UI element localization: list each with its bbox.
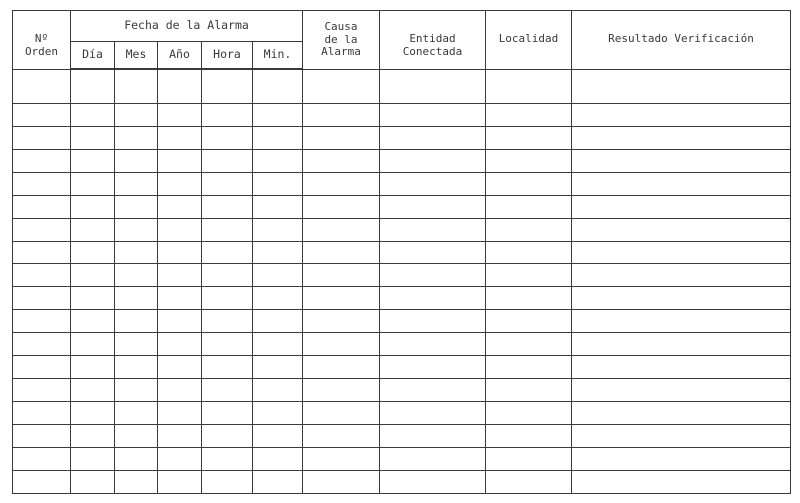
- table-cell: [303, 356, 380, 379]
- table-cell: [115, 195, 158, 218]
- header-hora: Hora: [202, 42, 253, 70]
- table-cell: [13, 241, 71, 264]
- table-cell: [486, 195, 572, 218]
- table-cell: [486, 103, 572, 126]
- header-mes: Mes: [115, 42, 158, 70]
- table-cell: [380, 218, 486, 241]
- table-row: [13, 195, 791, 218]
- table-cell: [380, 126, 486, 149]
- table-cell: [253, 149, 303, 172]
- table-cell: [486, 402, 572, 425]
- table-cell: [303, 126, 380, 149]
- table-cell: [380, 425, 486, 448]
- table-cell: [13, 447, 71, 470]
- table-cell: [486, 379, 572, 402]
- header-causa-line3: Alarma: [321, 45, 361, 59]
- table-cell: [13, 172, 71, 195]
- table-cell: [158, 103, 202, 126]
- table-cell: [486, 447, 572, 470]
- table-cell: [158, 425, 202, 448]
- table-row: [13, 287, 791, 310]
- table-cell: [303, 264, 380, 287]
- header-localidad-text: Localidad: [498, 32, 559, 45]
- header-entidad-line2: Conectada: [402, 44, 463, 58]
- table-cell: [380, 149, 486, 172]
- table-cell: [115, 402, 158, 425]
- table-cell: [115, 69, 158, 103]
- table-cell: [380, 333, 486, 356]
- table-cell: [158, 241, 202, 264]
- table-cell: [253, 218, 303, 241]
- table-cell: [572, 333, 791, 356]
- table-cell: [572, 126, 791, 149]
- header-entidad-line1: Entidad: [409, 32, 456, 45]
- table-cell: [13, 149, 71, 172]
- table-cell: [202, 241, 253, 264]
- header-fecha-alarma: Fecha de la Alarma: [71, 11, 303, 42]
- table-cell: [158, 402, 202, 425]
- table-cell: [572, 470, 791, 493]
- table-cell: [486, 356, 572, 379]
- table-cell: [202, 310, 253, 333]
- table-cell: [380, 379, 486, 402]
- table-cell: [202, 402, 253, 425]
- table-cell: [303, 425, 380, 448]
- table-cell: [253, 287, 303, 310]
- table-cell: [202, 195, 253, 218]
- table-cell: [572, 172, 791, 195]
- table-cell: [158, 264, 202, 287]
- table-cell: [303, 103, 380, 126]
- table-row: [13, 333, 791, 356]
- table-cell: [13, 333, 71, 356]
- table-cell: [202, 356, 253, 379]
- table-cell: [71, 149, 115, 172]
- table-cell: [380, 103, 486, 126]
- table-cell: [13, 310, 71, 333]
- table-cell: [71, 379, 115, 402]
- table-cell: [380, 195, 486, 218]
- header-dia: Día: [71, 42, 115, 70]
- table-cell: [13, 218, 71, 241]
- table-cell: [202, 333, 253, 356]
- table-cell: [115, 447, 158, 470]
- table-cell: [303, 470, 380, 493]
- table-cell: [303, 172, 380, 195]
- table-cell: [158, 356, 202, 379]
- table-cell: [380, 447, 486, 470]
- table-row: [13, 470, 791, 493]
- table-cell: [158, 69, 202, 103]
- table-cell: [158, 172, 202, 195]
- table-cell: [253, 126, 303, 149]
- table-cell: [13, 425, 71, 448]
- header-orden-line1: Nº: [34, 32, 49, 45]
- table-cell: [253, 310, 303, 333]
- table-cell: [253, 425, 303, 448]
- table-cell: [115, 356, 158, 379]
- table-cell: [380, 264, 486, 287]
- table-cell: [115, 287, 158, 310]
- table-cell: [71, 402, 115, 425]
- header-causa: [303, 11, 380, 70]
- table-cell: [572, 356, 791, 379]
- table-cell: [253, 241, 303, 264]
- table-cell: [115, 379, 158, 402]
- table-cell: [253, 379, 303, 402]
- table-cell: [253, 402, 303, 425]
- table-row: [13, 310, 791, 333]
- table-cell: [303, 379, 380, 402]
- table-cell: [303, 310, 380, 333]
- header-causa-line2: de la: [324, 32, 358, 46]
- header-resultado: [572, 11, 791, 70]
- header-min: Min.: [253, 42, 303, 70]
- table-cell: [71, 447, 115, 470]
- table-cell: [13, 379, 71, 402]
- table-row: [13, 241, 791, 264]
- table-cell: [380, 402, 486, 425]
- table-cell: [486, 287, 572, 310]
- table-cell: [202, 425, 253, 448]
- table-cell: [71, 333, 115, 356]
- table-cell: [380, 356, 486, 379]
- table-cell: [202, 69, 253, 103]
- table-row: [13, 218, 791, 241]
- table-cell: [115, 172, 158, 195]
- table-cell: [115, 264, 158, 287]
- table-cell: [380, 287, 486, 310]
- table-cell: [572, 425, 791, 448]
- table-cell: [202, 126, 253, 149]
- table-row: [13, 126, 791, 149]
- table-cell: [71, 287, 115, 310]
- table-cell: [303, 402, 380, 425]
- table-cell: [158, 126, 202, 149]
- table-cell: [572, 195, 791, 218]
- table-cell: [253, 447, 303, 470]
- table-cell: [253, 264, 303, 287]
- table-cell: [13, 195, 71, 218]
- table-cell: [115, 241, 158, 264]
- table-cell: [71, 356, 115, 379]
- table-cell: [486, 241, 572, 264]
- table-row: [13, 379, 791, 402]
- table-cell: [486, 69, 572, 103]
- table-row: [13, 149, 791, 172]
- table-cell: [71, 126, 115, 149]
- table-cell: [71, 425, 115, 448]
- table-cell: [202, 379, 253, 402]
- table-cell: [13, 287, 71, 310]
- table-cell: [380, 310, 486, 333]
- table-cell: [380, 172, 486, 195]
- table-cell: [572, 149, 791, 172]
- table-cell: [572, 218, 791, 241]
- table-cell: [303, 241, 380, 264]
- table-cell: [303, 195, 380, 218]
- table-cell: [486, 470, 572, 493]
- table-cell: [572, 310, 791, 333]
- header-localidad: [486, 11, 572, 70]
- form-body: [13, 69, 791, 494]
- table-cell: [158, 447, 202, 470]
- table-cell: [572, 379, 791, 402]
- table-cell: [572, 287, 791, 310]
- table-cell: [158, 379, 202, 402]
- table-cell: [380, 470, 486, 493]
- header-causa-line1: Causa: [324, 20, 358, 33]
- table-cell: [13, 69, 71, 103]
- table-cell: [572, 241, 791, 264]
- table-cell: [158, 195, 202, 218]
- table-cell: [115, 149, 158, 172]
- table-cell: [303, 149, 380, 172]
- table-cell: [572, 402, 791, 425]
- table-cell: [253, 103, 303, 126]
- table-cell: [115, 425, 158, 448]
- table-cell: [253, 69, 303, 103]
- table-cell: [303, 447, 380, 470]
- table-cell: [115, 103, 158, 126]
- table-cell: [71, 103, 115, 126]
- header-orden: [13, 11, 71, 70]
- table-row: [13, 103, 791, 126]
- table-cell: [115, 333, 158, 356]
- table-cell: [115, 218, 158, 241]
- table-cell: [13, 264, 71, 287]
- table-row: [13, 447, 791, 470]
- table-cell: [71, 241, 115, 264]
- table-cell: [202, 149, 253, 172]
- table-cell: [158, 218, 202, 241]
- table-cell: [486, 126, 572, 149]
- table-cell: [158, 287, 202, 310]
- table-cell: [202, 172, 253, 195]
- table-cell: [486, 218, 572, 241]
- table-cell: [202, 218, 253, 241]
- table-cell: [486, 310, 572, 333]
- table-cell: [572, 264, 791, 287]
- table-cell: [253, 356, 303, 379]
- table-cell: [13, 356, 71, 379]
- table-cell: [202, 287, 253, 310]
- table-row: [13, 356, 791, 379]
- table-cell: [572, 447, 791, 470]
- table-cell: [486, 149, 572, 172]
- table-cell: [202, 264, 253, 287]
- table-cell: [202, 103, 253, 126]
- table-cell: [13, 126, 71, 149]
- table-cell: [13, 103, 71, 126]
- table-row: [13, 402, 791, 425]
- table-cell: [158, 470, 202, 493]
- table-cell: [303, 333, 380, 356]
- table-cell: [71, 264, 115, 287]
- table-row: [13, 425, 791, 448]
- table-cell: [303, 69, 380, 103]
- table-cell: [115, 126, 158, 149]
- table-cell: [71, 69, 115, 103]
- table-cell: [253, 333, 303, 356]
- table-cell: [486, 333, 572, 356]
- table-row: [13, 264, 791, 287]
- table-row: [13, 69, 791, 103]
- table-cell: [13, 402, 71, 425]
- table-cell: [71, 218, 115, 241]
- table-cell: [572, 69, 791, 103]
- table-cell: [202, 470, 253, 493]
- table-cell: [303, 218, 380, 241]
- table-cell: [486, 172, 572, 195]
- table-cell: [202, 447, 253, 470]
- table-cell: [572, 103, 791, 126]
- table-cell: [380, 241, 486, 264]
- table-cell: [253, 195, 303, 218]
- header-anio: Año: [158, 42, 202, 70]
- table-cell: [253, 470, 303, 493]
- table-cell: [486, 425, 572, 448]
- table-cell: [253, 172, 303, 195]
- header-entidad: [380, 11, 486, 70]
- table-cell: [380, 69, 486, 103]
- table-cell: [486, 264, 572, 287]
- table-cell: [158, 149, 202, 172]
- table-row: [13, 172, 791, 195]
- table-cell: [115, 470, 158, 493]
- header-orden-line2: Orden: [24, 44, 59, 58]
- table-cell: [13, 470, 71, 493]
- table-cell: [71, 470, 115, 493]
- alarm-log-form: [12, 10, 791, 494]
- table-cell: [158, 310, 202, 333]
- header-resultado-text: Resultado Verificación: [608, 32, 754, 45]
- table-cell: [71, 195, 115, 218]
- table-cell: [115, 310, 158, 333]
- table-cell: [71, 310, 115, 333]
- table-cell: [71, 172, 115, 195]
- table-cell: [158, 333, 202, 356]
- table-cell: [303, 287, 380, 310]
